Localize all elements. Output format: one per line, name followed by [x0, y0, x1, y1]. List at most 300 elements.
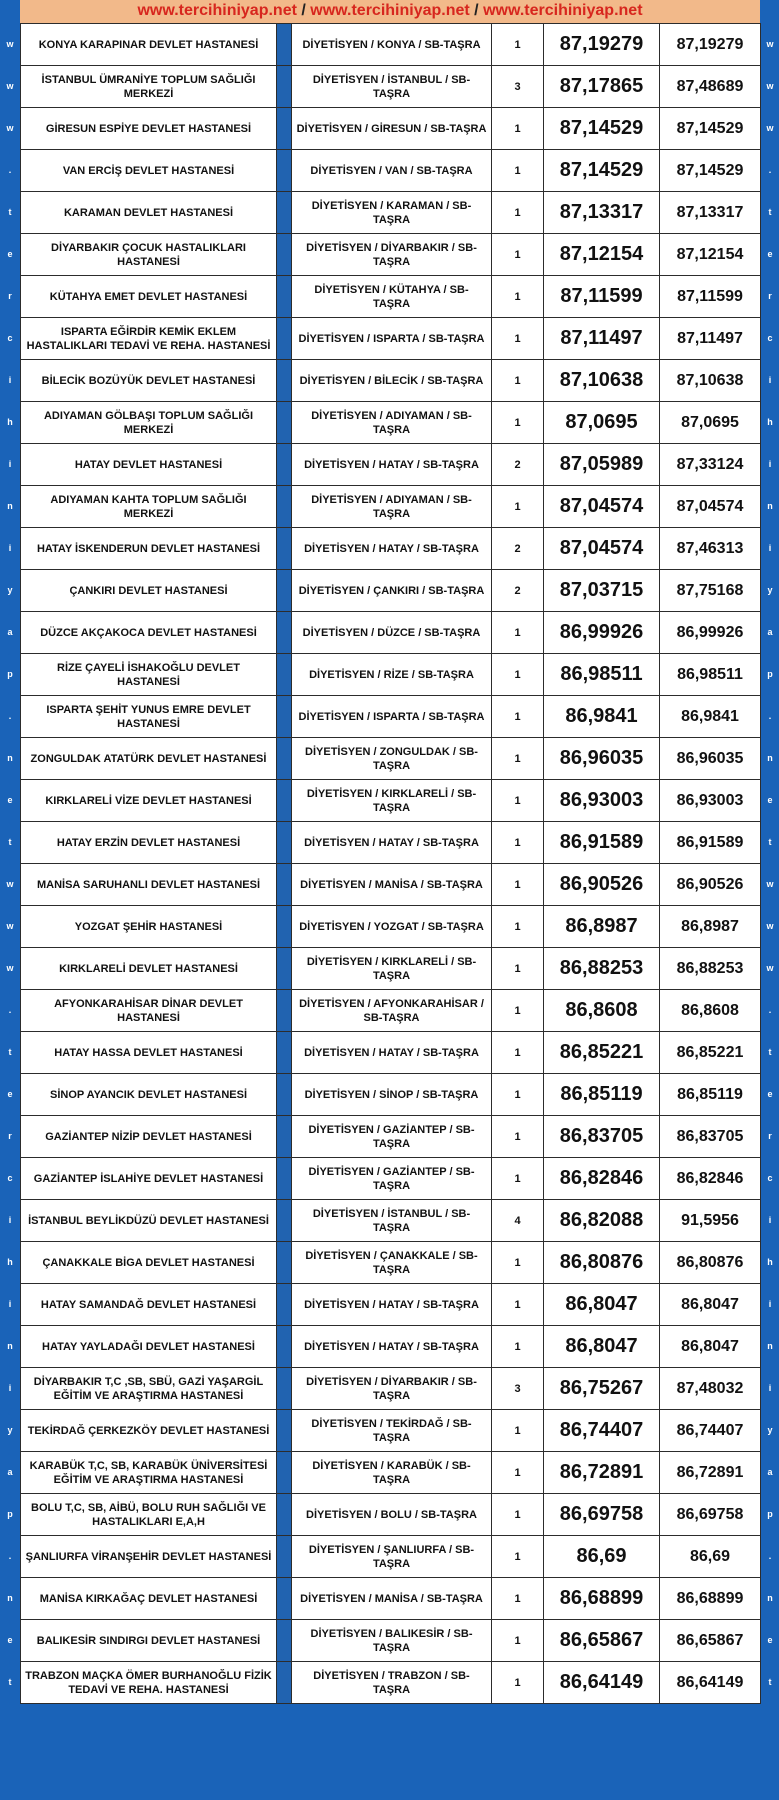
margin-letter: w — [6, 879, 14, 889]
quota-cell: 1 — [492, 864, 544, 906]
department-cell: DİYETİSYEN / BOLU / SB-TAŞRA — [292, 1494, 492, 1536]
hospital-name-cell: AFYONKARAHİSAR DİNAR DEVLET HASTANESİ — [21, 990, 277, 1032]
hospital-name-cell: MANİSA KIRKAĞAÇ DEVLET HASTANESİ — [21, 1578, 277, 1620]
hospital-name-cell: TEKİRDAĞ ÇERKEZKÖY DEVLET HASTANESİ — [21, 1410, 277, 1452]
min-score-cell: 87,11599 — [544, 276, 660, 318]
column-gap — [277, 360, 292, 402]
margin-letter: . — [768, 1005, 772, 1015]
max-score-cell: 86,8047 — [660, 1284, 761, 1326]
quota-cell: 1 — [492, 1620, 544, 1662]
hospital-name-cell: KÜTAHYA EMET DEVLET HASTANESİ — [21, 276, 277, 318]
column-gap — [277, 108, 292, 150]
min-score-cell: 86,74407 — [544, 1410, 660, 1452]
hospital-name-cell: HATAY İSKENDERUN DEVLET HASTANESİ — [21, 528, 277, 570]
min-score-cell: 86,82088 — [544, 1200, 660, 1242]
hospital-name-cell: HATAY DEVLET HASTANESİ — [21, 444, 277, 486]
margin-letter: i — [768, 459, 772, 469]
max-score-cell: 86,72891 — [660, 1452, 761, 1494]
hospital-name-cell: GAZİANTEP İSLAHİYE DEVLET HASTANESİ — [21, 1158, 277, 1200]
margin-letter: i — [8, 1299, 12, 1309]
min-score-cell: 86,69 — [544, 1536, 660, 1578]
min-score-cell: 86,85119 — [544, 1074, 660, 1116]
column-gap — [277, 570, 292, 612]
table-row — [21, 234, 761, 276]
max-score-cell: 87,11497 — [660, 318, 761, 360]
department-cell: DİYETİSYEN / AFYONKARAHİSAR / SB-TAŞRA — [292, 990, 492, 1032]
table-row — [21, 402, 761, 444]
column-gap — [277, 1662, 292, 1704]
max-score-cell: 87,75168 — [660, 570, 761, 612]
max-score-cell: 87,11599 — [660, 276, 761, 318]
margin-letter: t — [768, 1047, 772, 1057]
column-gap — [277, 1326, 292, 1368]
max-score-cell: 86,80876 — [660, 1242, 761, 1284]
margin-letter: e — [7, 249, 13, 259]
max-score-cell: 86,99926 — [660, 612, 761, 654]
margin-letter: w — [6, 921, 14, 931]
margin-letter: r — [8, 1131, 12, 1141]
quota-cell: 1 — [492, 612, 544, 654]
left-margin-letters — [0, 23, 20, 1800]
max-score-cell: 87,48032 — [660, 1368, 761, 1410]
quota-cell: 1 — [492, 1158, 544, 1200]
margin-letter: n — [7, 1341, 13, 1351]
column-gap — [277, 1032, 292, 1074]
column-gap — [277, 1494, 292, 1536]
max-score-cell: 86,96035 — [660, 738, 761, 780]
hospital-name-cell: ADIYAMAN KAHTA TOPLUM SAĞLIĞI MERKEZİ — [21, 486, 277, 528]
department-cell: DİYETİSYEN / İSTANBUL / SB-TAŞRA — [292, 1200, 492, 1242]
margin-letter: i — [768, 1215, 772, 1225]
banner-url-3: www.tercihiniyap.net — [483, 2, 643, 19]
department-cell: DİYETİSYEN / DÜZCE / SB-TAŞRA — [292, 612, 492, 654]
department-cell: DİYETİSYEN / ZONGULDAK / SB-TAŞRA — [292, 738, 492, 780]
margin-letter: t — [8, 1047, 12, 1057]
max-score-cell: 87,19279 — [660, 24, 761, 66]
margin-letter: n — [767, 501, 773, 511]
max-score-cell: 86,82846 — [660, 1158, 761, 1200]
max-score-cell: 86,69 — [660, 1536, 761, 1578]
column-gap — [277, 1368, 292, 1410]
margin-letter: w — [766, 879, 774, 889]
quota-cell: 1 — [492, 150, 544, 192]
table-row — [21, 1494, 761, 1536]
department-cell: DİYETİSYEN / GİRESUN / SB-TAŞRA — [292, 108, 492, 150]
hospital-name-cell: ÇANKIRI DEVLET HASTANESİ — [21, 570, 277, 612]
table-row — [21, 276, 761, 318]
quota-cell: 1 — [492, 1578, 544, 1620]
max-score-cell: 87,13317 — [660, 192, 761, 234]
min-score-cell: 86,69758 — [544, 1494, 660, 1536]
column-gap — [277, 654, 292, 696]
margin-letter: e — [7, 795, 13, 805]
margin-letter: p — [767, 1509, 773, 1519]
margin-letter: . — [8, 1551, 12, 1561]
margin-letter: n — [7, 753, 13, 763]
column-gap — [277, 1284, 292, 1326]
quota-cell: 4 — [492, 1200, 544, 1242]
margin-letter: r — [768, 1131, 772, 1141]
table-row — [21, 1242, 761, 1284]
margin-letter: n — [7, 1593, 13, 1603]
margin-letter: a — [767, 1467, 773, 1477]
hospital-name-cell: İSTANBUL BEYLİKDÜZÜ DEVLET HASTANESİ — [21, 1200, 277, 1242]
table-row — [21, 1578, 761, 1620]
department-cell: DİYETİSYEN / HATAY / SB-TAŞRA — [292, 528, 492, 570]
department-cell: DİYETİSYEN / GAZİANTEP / SB-TAŞRA — [292, 1158, 492, 1200]
column-gap — [277, 1200, 292, 1242]
table-row — [21, 1452, 761, 1494]
column-gap — [277, 234, 292, 276]
margin-letter: . — [8, 165, 12, 175]
margin-letter: p — [767, 669, 773, 679]
margin-letter: c — [767, 1173, 773, 1183]
hospital-name-cell: DİYARBAKIR ÇOCUK HASTALIKLARI HASTANESİ — [21, 234, 277, 276]
margin-letter: h — [767, 417, 773, 427]
column-gap — [277, 318, 292, 360]
min-score-cell: 86,8047 — [544, 1284, 660, 1326]
min-score-cell: 86,99926 — [544, 612, 660, 654]
margin-letter: w — [766, 39, 774, 49]
hospital-name-cell: ISPARTA ŞEHİT YUNUS EMRE DEVLET HASTANESİ — [21, 696, 277, 738]
max-score-cell: 86,69758 — [660, 1494, 761, 1536]
column-gap — [277, 864, 292, 906]
column-gap — [277, 192, 292, 234]
column-gap — [277, 444, 292, 486]
quota-cell: 1 — [492, 1032, 544, 1074]
table-row — [21, 1662, 761, 1704]
margin-letter: i — [8, 543, 12, 553]
min-score-cell: 86,75267 — [544, 1368, 660, 1410]
hospital-name-cell: KARAMAN DEVLET HASTANESİ — [21, 192, 277, 234]
table-row — [21, 1620, 761, 1662]
results-table-body — [21, 24, 761, 1704]
hospital-name-cell: DİYARBAKIR T,C ,SB, SBÜ, GAZİ YAŞARGİL EĞİTİM VE ARAŞTIRMA HASTANESİ — [21, 1368, 277, 1410]
department-cell: DİYETİSYEN / ÇANKIRI / SB-TAŞRA — [292, 570, 492, 612]
quota-cell: 1 — [492, 1494, 544, 1536]
max-score-cell: 86,8987 — [660, 906, 761, 948]
table-row — [21, 654, 761, 696]
max-score-cell: 86,8608 — [660, 990, 761, 1032]
min-score-cell: 86,96035 — [544, 738, 660, 780]
min-score-cell: 86,88253 — [544, 948, 660, 990]
min-score-cell: 86,64149 — [544, 1662, 660, 1704]
quota-cell: 1 — [492, 1116, 544, 1158]
max-score-cell: 86,74407 — [660, 1410, 761, 1452]
column-gap — [277, 990, 292, 1032]
department-cell: DİYETİSYEN / YOZGAT / SB-TAŞRA — [292, 906, 492, 948]
margin-letter: y — [767, 585, 773, 595]
min-score-cell: 87,13317 — [544, 192, 660, 234]
department-cell: DİYETİSYEN / KARAMAN / SB-TAŞRA — [292, 192, 492, 234]
column-gap — [277, 696, 292, 738]
department-cell: DİYETİSYEN / BALIKESİR / SB-TAŞRA — [292, 1620, 492, 1662]
quota-cell: 1 — [492, 360, 544, 402]
margin-letter: e — [767, 795, 773, 805]
department-cell: DİYETİSYEN / GAZİANTEP / SB-TAŞRA — [292, 1116, 492, 1158]
max-score-cell: 86,68899 — [660, 1578, 761, 1620]
min-score-cell: 86,8987 — [544, 906, 660, 948]
max-score-cell: 86,8047 — [660, 1326, 761, 1368]
column-gap — [277, 276, 292, 318]
hospital-name-cell: ISPARTA EĞİRDİR KEMİK EKLEM HASTALIKLARI TEDAVİ VE REHA. HASTANESİ — [21, 318, 277, 360]
table-row — [21, 1116, 761, 1158]
hospital-name-cell: VAN ERCİŞ DEVLET HASTANESİ — [21, 150, 277, 192]
margin-letter: n — [767, 1341, 773, 1351]
table-row — [21, 1326, 761, 1368]
margin-letter: a — [767, 627, 773, 637]
hospital-name-cell: MANİSA SARUHANLI DEVLET HASTANESİ — [21, 864, 277, 906]
margin-letter: n — [767, 753, 773, 763]
margin-letter: . — [8, 711, 12, 721]
table-row — [21, 24, 761, 66]
min-score-cell: 87,14529 — [544, 108, 660, 150]
column-gap — [277, 1158, 292, 1200]
column-gap — [277, 822, 292, 864]
min-score-cell: 87,17865 — [544, 66, 660, 108]
department-cell: DİYETİSYEN / KONYA / SB-TAŞRA — [292, 24, 492, 66]
column-gap — [277, 1452, 292, 1494]
table-row — [21, 822, 761, 864]
margin-letter: w — [766, 963, 774, 973]
max-score-cell: 86,98511 — [660, 654, 761, 696]
table-row — [21, 360, 761, 402]
margin-letter: p — [7, 669, 13, 679]
hospital-name-cell: ADIYAMAN GÖLBAŞI TOPLUM SAĞLIĞI MERKEZİ — [21, 402, 277, 444]
quota-cell: 1 — [492, 318, 544, 360]
margin-letter: i — [8, 1215, 12, 1225]
max-score-cell: 86,65867 — [660, 1620, 761, 1662]
department-cell: DİYETİSYEN / ÇANAKKALE / SB-TAŞRA — [292, 1242, 492, 1284]
quota-cell: 1 — [492, 24, 544, 66]
table-row — [21, 948, 761, 990]
margin-letter: y — [7, 1425, 13, 1435]
department-cell: DİYETİSYEN / HATAY / SB-TAŞRA — [292, 1326, 492, 1368]
margin-letter: i — [8, 1383, 12, 1393]
margin-letter: h — [7, 1257, 13, 1267]
table-row — [21, 1032, 761, 1074]
min-score-cell: 86,68899 — [544, 1578, 660, 1620]
quota-cell: 1 — [492, 108, 544, 150]
table-row — [21, 66, 761, 108]
min-score-cell: 86,91589 — [544, 822, 660, 864]
table-row — [21, 612, 761, 654]
min-score-cell: 86,85221 — [544, 1032, 660, 1074]
max-score-cell: 87,14529 — [660, 108, 761, 150]
quota-cell: 1 — [492, 696, 544, 738]
column-gap — [277, 612, 292, 654]
column-gap — [277, 528, 292, 570]
max-score-cell: 86,85119 — [660, 1074, 761, 1116]
margin-letter: r — [8, 291, 12, 301]
department-cell: DİYETİSYEN / KÜTAHYA / SB-TAŞRA — [292, 276, 492, 318]
margin-letter: t — [768, 837, 772, 847]
margin-letter: n — [767, 1593, 773, 1603]
margin-letter: e — [7, 1089, 13, 1099]
max-score-cell: 86,9841 — [660, 696, 761, 738]
department-cell: DİYETİSYEN / ADIYAMAN / SB-TAŞRA — [292, 402, 492, 444]
max-score-cell: 86,64149 — [660, 1662, 761, 1704]
hospital-name-cell: İSTANBUL ÜMRANİYE TOPLUM SAĞLIĞI MERKEZİ — [21, 66, 277, 108]
max-score-cell: 86,85221 — [660, 1032, 761, 1074]
margin-letter: y — [767, 1425, 773, 1435]
department-cell: DİYETİSYEN / TEKİRDAĞ / SB-TAŞRA — [292, 1410, 492, 1452]
min-score-cell: 86,93003 — [544, 780, 660, 822]
margin-letter: a — [7, 627, 13, 637]
quota-cell: 3 — [492, 66, 544, 108]
hospital-name-cell: SİNOP AYANCIK DEVLET HASTANESİ — [21, 1074, 277, 1116]
max-score-cell: 86,88253 — [660, 948, 761, 990]
hospital-name-cell: HATAY SAMANDAĞ DEVLET HASTANESİ — [21, 1284, 277, 1326]
table-row — [21, 1368, 761, 1410]
min-score-cell: 86,8047 — [544, 1326, 660, 1368]
table-row — [21, 906, 761, 948]
margin-letter: t — [8, 837, 12, 847]
department-cell: DİYETİSYEN / DİYARBAKIR / SB-TAŞRA — [292, 234, 492, 276]
min-score-cell: 86,9841 — [544, 696, 660, 738]
quota-cell: 1 — [492, 780, 544, 822]
table-row — [21, 1158, 761, 1200]
department-cell: DİYETİSYEN / TRABZON / SB-TAŞRA — [292, 1662, 492, 1704]
margin-letter: c — [7, 333, 13, 343]
quota-cell: 1 — [492, 234, 544, 276]
quota-cell: 1 — [492, 906, 544, 948]
margin-letter: e — [767, 249, 773, 259]
department-cell: DİYETİSYEN / HATAY / SB-TAŞRA — [292, 822, 492, 864]
table-row — [21, 570, 761, 612]
min-score-cell: 86,83705 — [544, 1116, 660, 1158]
max-score-cell: 87,12154 — [660, 234, 761, 276]
margin-letter: w — [766, 81, 774, 91]
department-cell: DİYETİSYEN / İSTANBUL / SB-TAŞRA — [292, 66, 492, 108]
hospital-name-cell: KIRKLARELİ VİZE DEVLET HASTANESİ — [21, 780, 277, 822]
margin-letter: . — [768, 1551, 772, 1561]
max-score-cell: 86,91589 — [660, 822, 761, 864]
table-row — [21, 990, 761, 1032]
banner-separator-2: / — [474, 2, 479, 19]
column-gap — [277, 780, 292, 822]
quota-cell: 1 — [492, 990, 544, 1032]
margin-letter: e — [767, 1635, 773, 1645]
column-gap — [277, 738, 292, 780]
margin-letter: i — [8, 459, 12, 469]
max-score-cell: 87,46313 — [660, 528, 761, 570]
column-gap — [277, 150, 292, 192]
margin-letter: n — [7, 501, 13, 511]
table-row — [21, 1074, 761, 1116]
margin-letter: h — [7, 417, 13, 427]
min-score-cell: 87,0695 — [544, 402, 660, 444]
min-score-cell: 87,11497 — [544, 318, 660, 360]
margin-letter: t — [768, 207, 772, 217]
min-score-cell: 86,8608 — [544, 990, 660, 1032]
margin-letter: w — [766, 921, 774, 931]
margin-letter: . — [8, 1005, 12, 1015]
margin-letter: i — [768, 1299, 772, 1309]
margin-letter: i — [768, 543, 772, 553]
department-cell: DİYETİSYEN / DİYARBAKIR / SB-TAŞRA — [292, 1368, 492, 1410]
table-row — [21, 1410, 761, 1452]
department-cell: DİYETİSYEN / MANİSA / SB-TAŞRA — [292, 1578, 492, 1620]
max-score-cell: 87,10638 — [660, 360, 761, 402]
margin-letter: w — [6, 81, 14, 91]
max-score-cell: 87,14529 — [660, 150, 761, 192]
quota-cell: 1 — [492, 192, 544, 234]
column-gap — [277, 1116, 292, 1158]
hospital-name-cell: GAZİANTEP NİZİP DEVLET HASTANESİ — [21, 1116, 277, 1158]
hospital-name-cell: ÇANAKKALE BİGA DEVLET HASTANESİ — [21, 1242, 277, 1284]
quota-cell: 1 — [492, 1662, 544, 1704]
margin-letter: y — [7, 585, 13, 595]
quota-cell: 1 — [492, 1326, 544, 1368]
quota-cell: 3 — [492, 1368, 544, 1410]
department-cell: DİYETİSYEN / MANİSA / SB-TAŞRA — [292, 864, 492, 906]
table-row — [21, 1200, 761, 1242]
department-cell: DİYETİSYEN / ŞANLIURFA / SB-TAŞRA — [292, 1536, 492, 1578]
margin-letter: i — [8, 375, 12, 385]
min-score-cell: 86,98511 — [544, 654, 660, 696]
quota-cell: 1 — [492, 654, 544, 696]
margin-letter: w — [6, 39, 14, 49]
quota-cell: 1 — [492, 276, 544, 318]
column-gap — [277, 24, 292, 66]
quota-cell: 1 — [492, 738, 544, 780]
hospital-name-cell: GİRESUN ESPİYE DEVLET HASTANESİ — [21, 108, 277, 150]
watermark-banner — [20, 0, 760, 24]
column-gap — [277, 1074, 292, 1116]
min-score-cell: 87,19279 — [544, 24, 660, 66]
max-score-cell: 86,90526 — [660, 864, 761, 906]
banner-separator-1: / — [301, 2, 306, 19]
department-cell: DİYETİSYEN / HATAY / SB-TAŞRA — [292, 1284, 492, 1326]
quota-cell: 1 — [492, 1536, 544, 1578]
margin-letter: a — [7, 1467, 13, 1477]
min-score-cell: 87,03715 — [544, 570, 660, 612]
min-score-cell: 87,04574 — [544, 528, 660, 570]
department-cell: DİYETİSYEN / ADIYAMAN / SB-TAŞRA — [292, 486, 492, 528]
department-cell: DİYETİSYEN / KARABÜK / SB-TAŞRA — [292, 1452, 492, 1494]
column-gap — [277, 1536, 292, 1578]
table-row — [21, 738, 761, 780]
quota-cell: 1 — [492, 486, 544, 528]
min-score-cell: 87,04574 — [544, 486, 660, 528]
min-score-cell: 86,65867 — [544, 1620, 660, 1662]
table-row — [21, 108, 761, 150]
department-cell: DİYETİSYEN / ISPARTA / SB-TAŞRA — [292, 318, 492, 360]
table-row — [21, 150, 761, 192]
hospital-name-cell: HATAY HASSA DEVLET HASTANESİ — [21, 1032, 277, 1074]
department-cell: DİYETİSYEN / VAN / SB-TAŞRA — [292, 150, 492, 192]
hospital-name-cell: TRABZON MAÇKA ÖMER BURHANOĞLU FİZİK TEDAVİ VE REHA. HASTANESİ — [21, 1662, 277, 1704]
column-gap — [277, 402, 292, 444]
margin-letter: i — [768, 1383, 772, 1393]
hospital-name-cell: DÜZCE AKÇAKOCA DEVLET HASTANESİ — [21, 612, 277, 654]
table-row — [21, 864, 761, 906]
min-score-cell: 87,12154 — [544, 234, 660, 276]
min-score-cell: 86,82846 — [544, 1158, 660, 1200]
column-gap — [277, 1410, 292, 1452]
max-score-cell: 87,04574 — [660, 486, 761, 528]
hospital-name-cell: KONYA KARAPINAR DEVLET HASTANESİ — [21, 24, 277, 66]
margin-letter: t — [768, 1677, 772, 1687]
hospital-name-cell: KIRKLARELİ DEVLET HASTANESİ — [21, 948, 277, 990]
hospital-name-cell: HATAY ERZİN DEVLET HASTANESİ — [21, 822, 277, 864]
column-gap — [277, 948, 292, 990]
margin-letter: i — [768, 375, 772, 385]
margin-letter: t — [8, 1677, 12, 1687]
hospital-name-cell: BOLU T,C, SB, AİBÜ, BOLU RUH SAĞLIĞI VE HASTALIKLARI E,A,H — [21, 1494, 277, 1536]
min-score-cell: 86,90526 — [544, 864, 660, 906]
